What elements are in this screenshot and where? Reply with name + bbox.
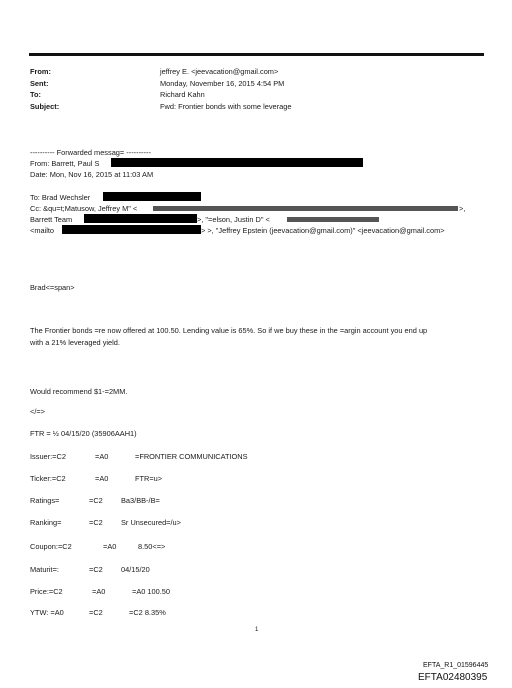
recipient-team: Barrett Team [30,215,73,224]
table-cell: YTW: =A0 [30,608,64,617]
redaction-bar [111,158,363,167]
table-cell: =C2 [89,496,103,505]
salutation: Brad<=span> [30,283,75,292]
table-cell: =A0 [92,587,106,596]
table-cell: =A0 [95,452,109,461]
table-cell: Issuer:=C2 [30,452,66,461]
table-cell: Maturit=: [30,565,59,574]
table-cell: 8.50<=> [138,542,166,551]
from-label: From: [30,67,51,76]
sent-value: Monday, November 16, 2015 4:54 PM [160,79,285,88]
recipient-mailto-tail: > >, "Jeffrey Epstein (jeevacation@gmail.com)" <jeevacation@gmail.com> [201,226,445,235]
table-cell: =C2 [89,565,103,574]
redaction-bar [103,192,201,201]
redaction-bar [84,214,197,223]
doc-id-large: EFTA02480395 [418,672,488,683]
body-paragraph-line2: with a 21% leveraged yield. [30,338,120,347]
subject-value: Fwd: Frontier bonds with some leverage [160,102,292,111]
to-value: Richard Kahn [160,90,205,99]
header-rule [29,53,484,56]
subject-label: Subject: [30,102,60,111]
table-cell: Ranking= [30,518,62,527]
table-cell: =A0 [103,542,117,551]
forwarded-banner: ---------- Forwarded messag= ---------- [30,148,151,157]
recipient-cc: Cc: &qu=t;Matusow, Jeffrey M" < [30,204,138,213]
from-value: jeffrey E. <jeevacation@gmail.com> [160,67,279,76]
table-cell: Sr Unsecured=/u> [121,518,181,527]
page-number: 1 [255,627,259,633]
table-cell: Price:=C2 [30,587,63,596]
table-cell: =C2 [89,608,103,617]
body-paragraph-line1: The Frontier bonds =re now offered at 100.50. Lending value is 65%. So if we buy these in the =argin account you end up [30,326,428,335]
sent-label: Sent: [30,79,49,88]
obscured-address [153,206,458,211]
table-cell: =FRONTIER COMMUNICATIONS [135,452,248,461]
table-cell: =C2 [89,518,103,527]
recipient-cc-tail: >, [459,204,466,213]
ftr-line: FTR = ½ 04/15/20 (35906AAH1) [30,429,137,438]
redaction-bar [62,225,201,234]
to-label: To: [30,90,41,99]
doc-id-small: EFTA_R1_01596445 [423,662,489,669]
recipient-to: To: Brad Wechsler [30,193,91,202]
table-cell: Coupon:=C2 [30,542,72,551]
forwarded-date: Date: Mon, Nov 16, 2015 at 11:03 AM [30,170,154,179]
table-cell: =A0 [95,474,109,483]
table-cell: Ratings= [30,496,60,505]
table-cell: 04/15/20 [121,565,150,574]
close-tag: </=> [30,407,46,416]
table-cell: FTR=u> [135,474,163,483]
obscured-address [287,217,379,222]
recipient-mailto: <mailto [30,226,55,235]
table-cell: Ba3/BB-/B= [121,496,160,505]
table-cell: =C2 8.35% [129,608,166,617]
table-cell: Ticker:=C2 [30,474,66,483]
table-cell: =A0 100.50 [132,587,171,596]
forwarded-from: From: Barrett, Paul S [30,159,100,168]
recommendation: Would recommend $1-=2MM. [30,387,128,396]
recipient-team-mid: >, "=elson, Justin D" < [197,215,270,224]
